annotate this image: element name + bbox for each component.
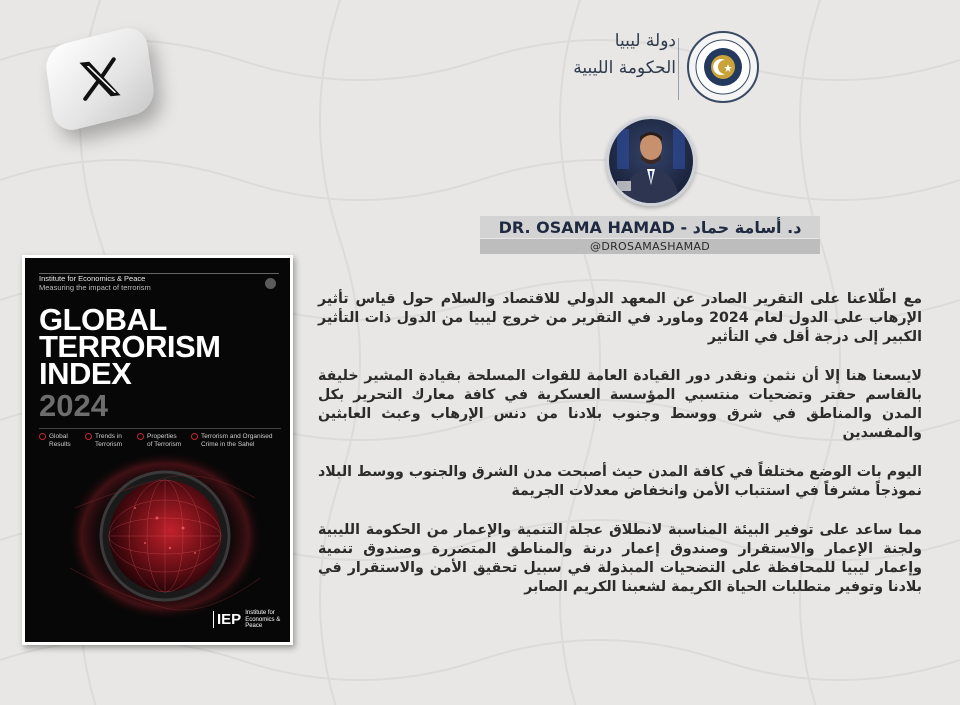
cover-title-line-2: TERRORISM (39, 329, 221, 364)
cover-institute (39, 274, 151, 292)
iep-text: Institute for Economics & Peace (245, 610, 281, 629)
cover-iep-logo (213, 610, 280, 630)
cover-globe-graphic (65, 448, 265, 623)
profile-name: DR. OSAMA HAMAD - د. أسامة حماد (480, 216, 820, 238)
x-logo-badge[interactable] (44, 24, 157, 135)
portrait-image (609, 119, 693, 203)
gov-line-2: الحكومة الليبية (573, 58, 676, 78)
gov-line-1: دولة ليبيا (614, 31, 676, 51)
cover-title-line-1: GLOBAL (39, 302, 167, 337)
cover-tagline: Measuring the impact of terrorism (39, 283, 151, 292)
x-logo-icon (76, 57, 123, 102)
report-cover-image (22, 255, 293, 645)
avatar[interactable] (606, 116, 696, 206)
cover-sections: Global Results Trends in Terrorism Properties of Terrorism Terrorism and Organised Crime in the Sahel (39, 428, 281, 455)
paragraph-2: لايسعنا هنا إلا أن نثمن ونقدر دور القيادة العامة للقوات المسلحة بقيادة المشير خليفة بالقاسم حفتر وتضحيات منتسبي المؤسسة العسكرية في كافة معارك التحرير بكل المدن والمناطق في شرق ووسط وجنوب بلادنا من دنس الإرهاب وعبث العابثين والمفسدين (318, 368, 922, 441)
cover-institute-name: Institute for Economics & Peace (39, 274, 146, 283)
cover-title-line-3: INDEX (39, 356, 132, 391)
iep-mark: IEP (213, 611, 241, 628)
government-name (516, 28, 676, 82)
paragraph-4: مما ساعد على توفير البيئة المناسبة لانطلاق عجلة التنمية والإعمار من الحكومة الليبية ولجنة الإعمار والاستقرار وصندوق إعمار درنة والمناطق المتضررة وصندوق تنمية وإعمار ليبيا للمحافظة على التضحيات المبذولة في سبيل تحقيق الأمن والاستقرار في بلادنا وتوفير متطلبات الحياة الكريمة لشعبنا الكريم الصابر (318, 522, 922, 595)
logo-divider (678, 38, 679, 100)
government-logo (540, 28, 772, 108)
cover-title (39, 302, 221, 391)
cover-year: 2024 (39, 388, 108, 423)
ring-icon (39, 433, 46, 440)
government-seal-icon (686, 30, 760, 104)
profile-handle[interactable]: @DROSAMASHAMAD (480, 239, 820, 254)
paragraph-3: اليوم بات الوضع مختلفاً في كافة المدن حيث أصبحت مدن الشرق والجنوب ووسط البلاد نموذجاً مشرفاً في استتباب الأمن وانخفاض معدلات الجريمة (318, 464, 922, 499)
ring-icon (137, 433, 144, 440)
cover-dot-icon (265, 278, 276, 289)
ring-icon (85, 433, 92, 440)
ring-icon (191, 433, 198, 440)
statement-text (318, 290, 922, 617)
paragraph-1: مع اطّلاعنا على التقرير الصادر عن المعهد الدولي للاقتصاد والسلام حول قياس تأثير الإرهاب على الدول لعام 2024 وماورد في التقرير من خروج ليبيا من الدول ذات التأثير الكبير إلى درجة أقل في التأثير (318, 291, 922, 345)
